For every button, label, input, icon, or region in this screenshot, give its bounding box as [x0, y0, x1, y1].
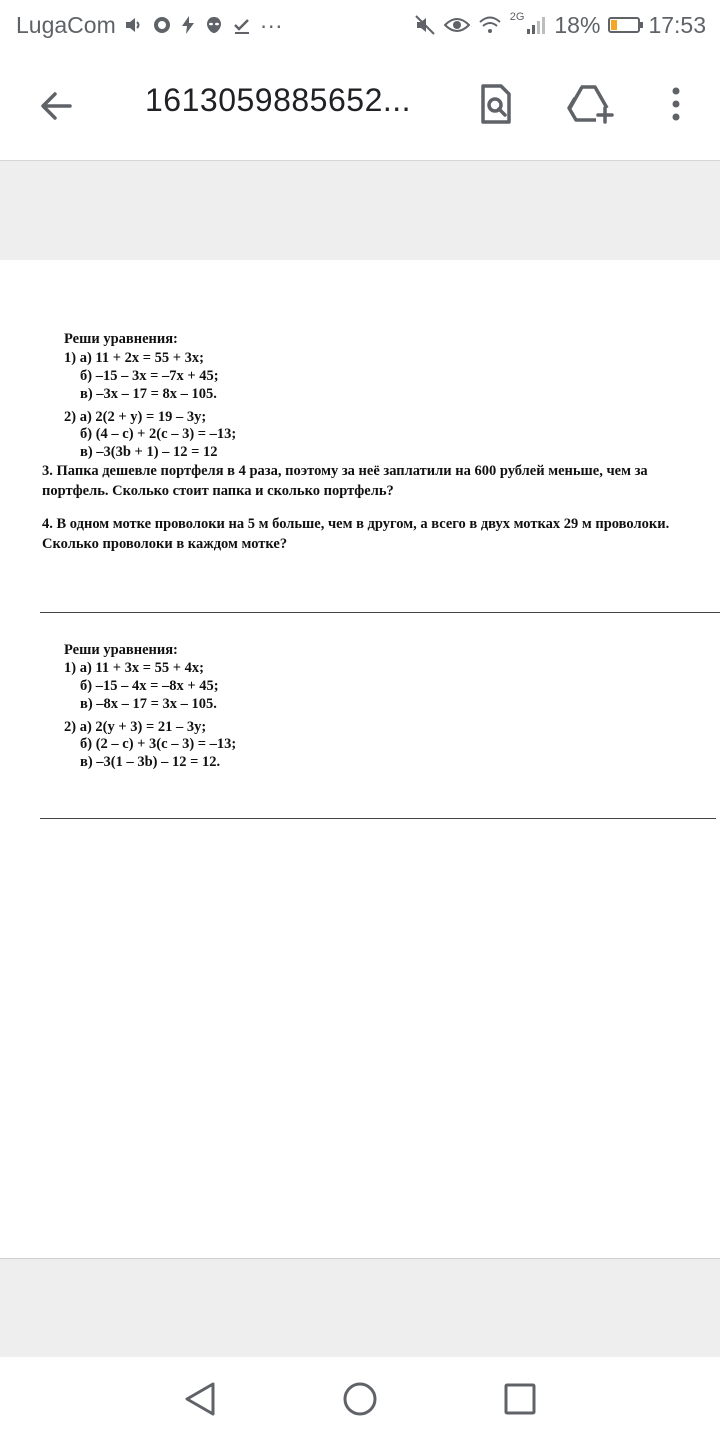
equation-line: б) (2 – c) + 3(c – 3) = –13;: [80, 736, 237, 752]
back-button[interactable]: [28, 78, 84, 134]
more-options-button[interactable]: [648, 76, 704, 132]
equation-line: б) –15 – 4x = –8x + 45;: [80, 678, 219, 694]
equation-line: в) –3(1 – 3b) – 12 = 12.: [80, 754, 221, 770]
problem-3: 3. Папка дешевле портфеля в 4 раза, поэтому за неё заплатили на 600 рублей меньше, чем за портфель. Сколько стоит папка и сколько портфель?: [42, 463, 648, 499]
app-bar: [0, 50, 720, 161]
volume-icon: [124, 15, 144, 35]
equation-line: в) –8x – 17 = 3x – 105.: [80, 696, 217, 712]
equation-line: в) –3(3b + 1) – 12 = 12: [80, 444, 218, 460]
viewer-background-top: [0, 161, 720, 260]
more-vert-icon: [670, 86, 682, 122]
nav-back-button[interactable]: [178, 1377, 222, 1421]
find-in-document-button[interactable]: [468, 76, 524, 132]
document-page[interactable]: [0, 260, 720, 1259]
triangle-back-icon: [183, 1381, 217, 1417]
battery-percent: 18%: [554, 11, 601, 38]
status-bar: [0, 0, 720, 50]
messenger-icon: [152, 15, 172, 35]
equation-line: 2) а) 2(y + 3) = 21 – 3y;: [64, 719, 207, 735]
block2-heading: Реши уравнения:: [64, 642, 178, 658]
carrier-name: LugaCom: [16, 11, 116, 38]
wifi-icon: [478, 15, 502, 35]
network-type: 2G: [509, 11, 525, 23]
mute-icon: [414, 14, 436, 36]
equation-line: б) (4 – c) + 2(c – 3) = –13;: [80, 426, 237, 442]
system-navigation-bar: [0, 1357, 720, 1440]
viewer-background-bottom: [0, 1259, 720, 1357]
download-done-icon: [232, 15, 252, 35]
add-to-drive-button[interactable]: [563, 76, 619, 132]
eye-comfort-icon: [444, 15, 470, 35]
nav-home-button[interactable]: [338, 1377, 382, 1421]
equation-line: 1) а) 11 + 3x = 55 + 4x;: [64, 660, 204, 676]
alien-app-icon: [204, 15, 224, 35]
problem-4: 4. В одном мотке проволоки на 5 м больше, чем в другом, а всего в двух мотках 29 м проволоки. Сколько проволоки в каждом мотке?: [42, 516, 670, 552]
equation-line: 1) а) 11 + 2x = 55 + 3x;: [64, 350, 204, 366]
section-divider: [40, 818, 716, 819]
find-in-page-icon: [479, 84, 513, 124]
arrow-back-icon: [38, 88, 74, 124]
equation-line: 2) а) 2(2 + y) = 19 – 3y;: [64, 409, 207, 425]
equation-line: в) –3x – 17 = 8x – 105.: [80, 386, 217, 402]
block1-heading: Реши уравнения:: [64, 331, 178, 347]
add-to-drive-icon: [567, 84, 615, 124]
equation-line: б) –15 – 3x = –7x + 45;: [80, 368, 219, 384]
flash-icon: [180, 15, 196, 35]
battery-icon: [608, 17, 640, 33]
circle-home-icon: [342, 1381, 378, 1417]
section-divider: [40, 612, 720, 613]
nav-recents-button[interactable]: [498, 1377, 542, 1421]
document-title: 1613059885652...: [145, 82, 412, 118]
square-recents-icon: [503, 1382, 537, 1416]
more-notifications: ···: [259, 11, 283, 38]
clock: 17:53: [648, 11, 706, 38]
signal-icon: [526, 15, 546, 35]
